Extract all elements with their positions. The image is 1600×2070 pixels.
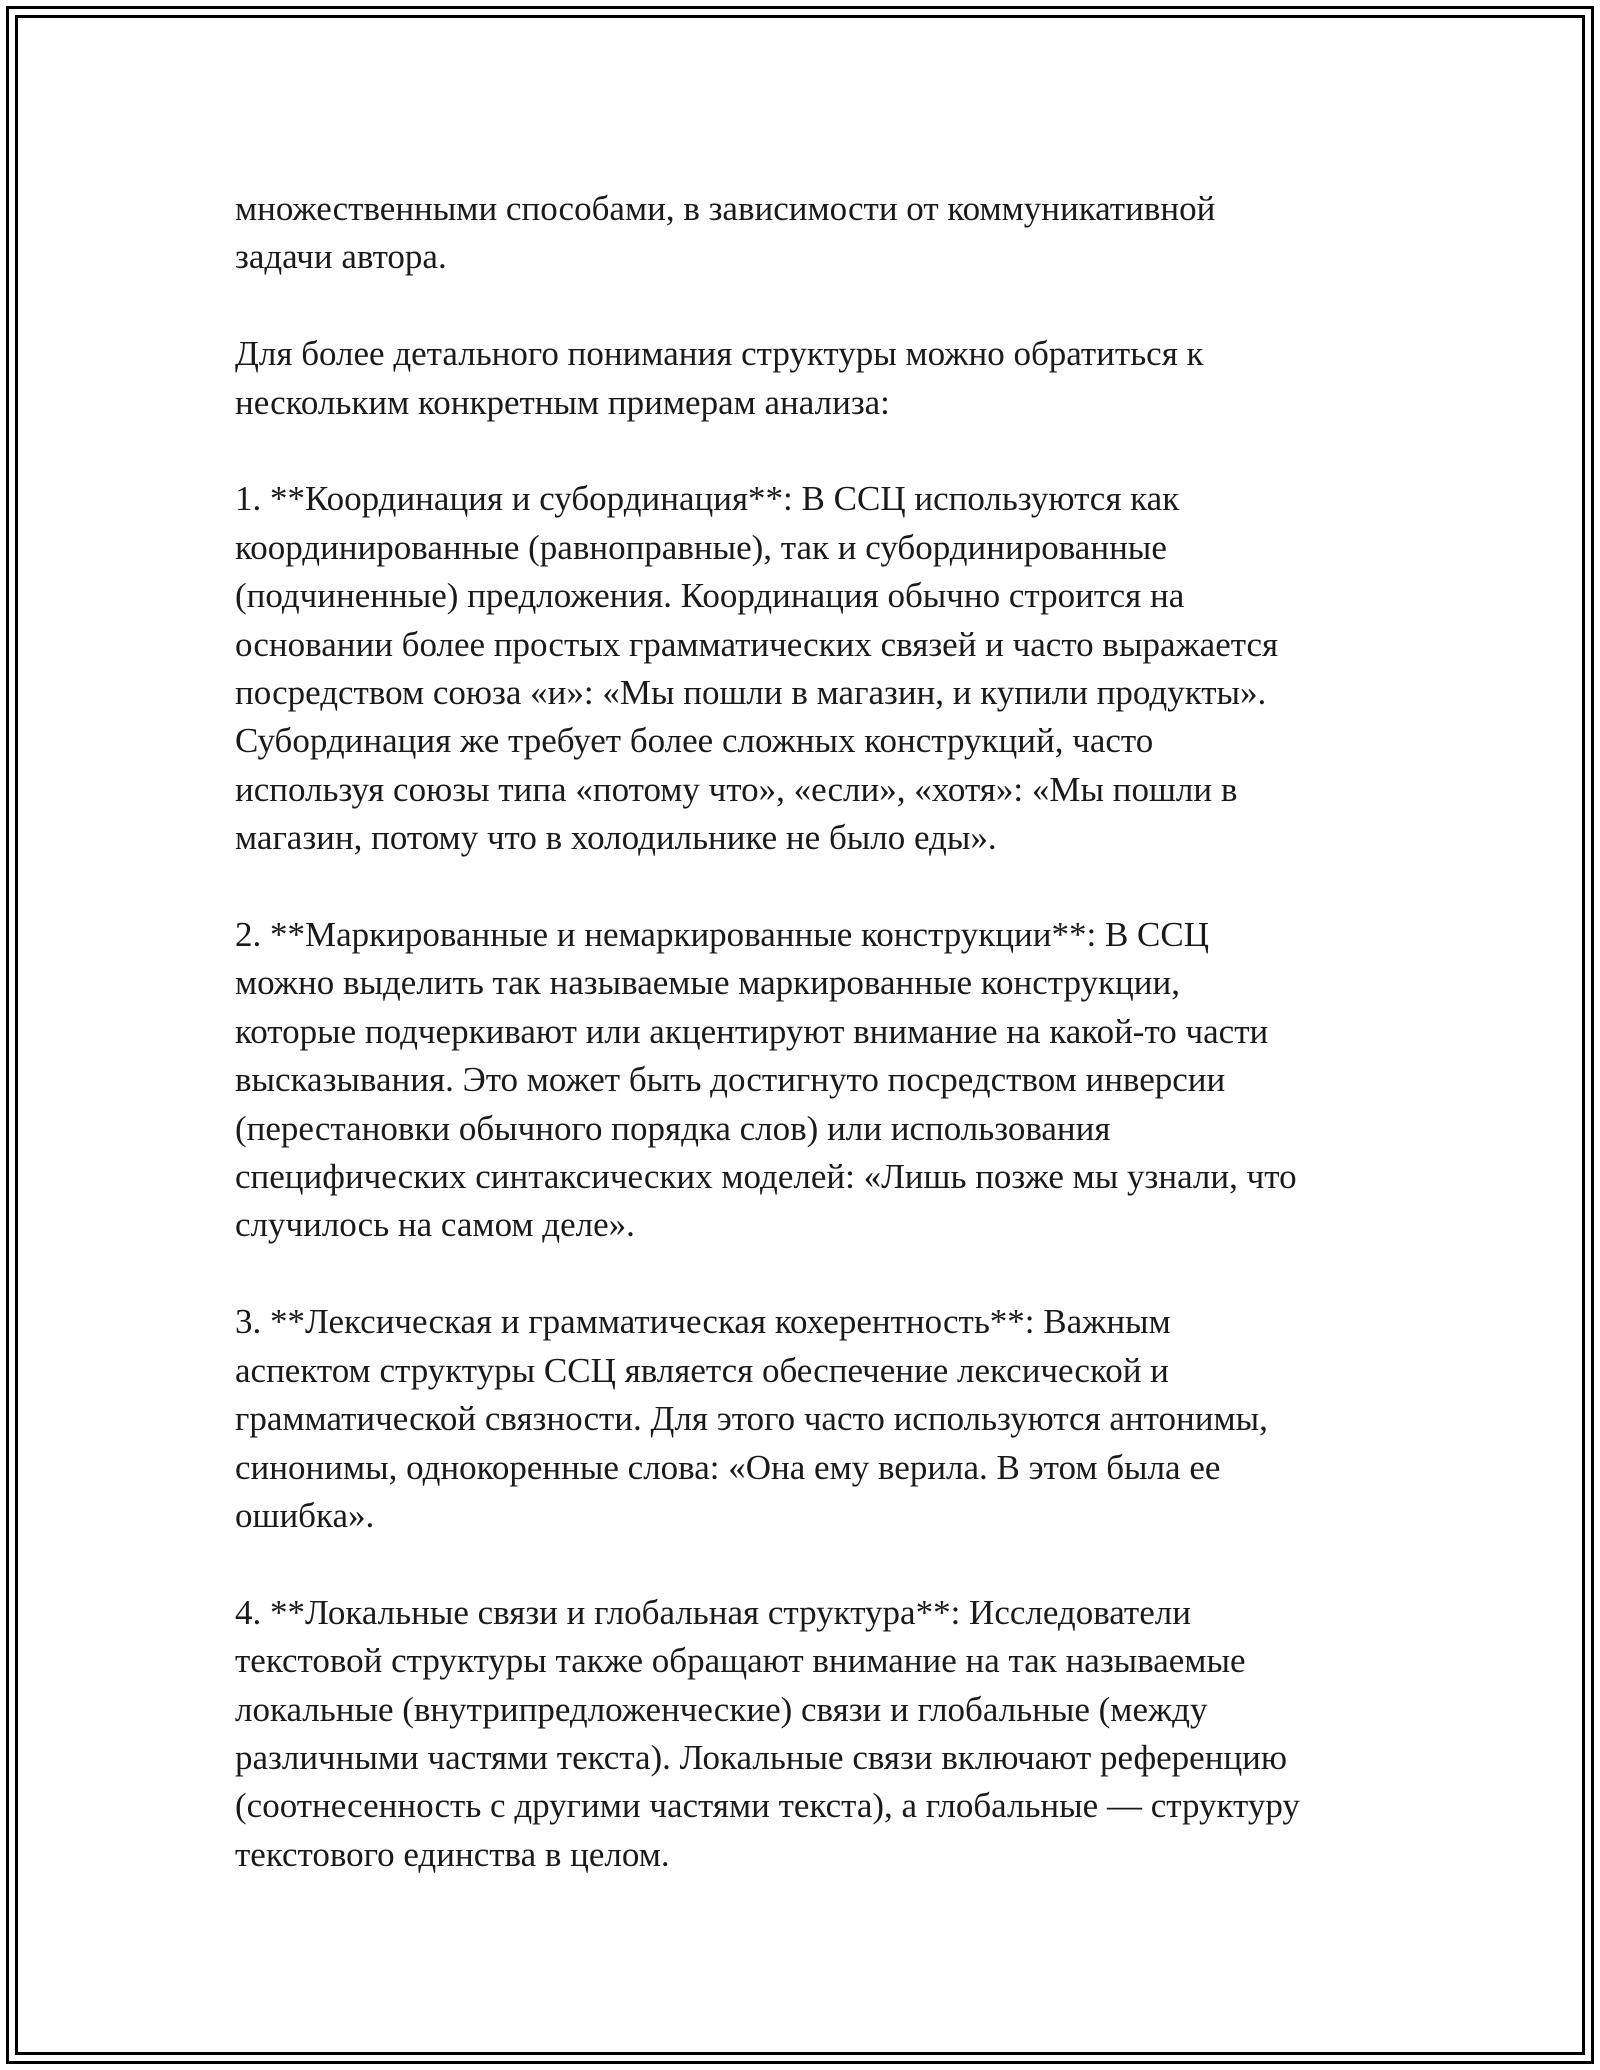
text-line: специфических синтаксических моделей: «Лишь позже мы узнали, что (235, 1157, 1297, 1197)
text-line: 4. **Локальные связи и глобальная структура**: Исследователи (235, 1592, 1191, 1632)
text-line: высказывания. Это может быть достигнуто посредством инверсии (235, 1060, 1226, 1100)
text-line: магазин, потому что в холодильнике не было еды». (235, 818, 997, 858)
text-line: синонимы, однокоренные слова: «Она ему верила. В этом была ее (235, 1447, 1221, 1487)
list-item-coordination (235, 475, 1375, 862)
list-item-marked-constructions (235, 911, 1375, 1250)
list-item-coherence (235, 1298, 1375, 1540)
text-line: используя союзы типа «потому что», «если», «хотя»: «Мы пошли в (235, 769, 1238, 809)
paragraph-examples-intro (235, 330, 1375, 427)
text-line: 1. **Координация и субординация**: В ССЦ используются как (235, 479, 1180, 519)
text-line: нескольким конкретным примерам анализа: (235, 382, 890, 422)
document-body (235, 185, 1375, 1928)
text-line: Субординация же требует более сложных конструкций, часто (235, 721, 1154, 761)
text-line: (перестановки обычного порядка слов) или использования (235, 1108, 1111, 1148)
text-line: которые подчеркивают или акцентируют внимание на какой-то части (235, 1011, 1269, 1051)
list-item-local-global (235, 1589, 1375, 1879)
text-line: текстовой структуры также обращают внимание на так называемые (235, 1641, 1246, 1681)
paragraph-intro-continuation (235, 185, 1375, 282)
text-line: Для более детального понимания структуры можно обратиться к (235, 334, 1204, 374)
text-line: множественными способами, в зависимости от коммуникативной (235, 189, 1216, 228)
text-line: задачи автора. (235, 237, 447, 277)
text-line: случилось на самом деле». (235, 1205, 635, 1245)
text-line: основании более простых грамматических связей и часто выражается (235, 624, 1279, 664)
text-line: 3. **Лексическая и грамматическая кохерентность**: Важным (235, 1302, 1171, 1342)
text-line: (соотнесенность с другими частями текста), а глобальные — структуру (235, 1786, 1300, 1826)
text-line: можно выделить так называемые маркированные конструкции, (235, 963, 1180, 1003)
text-line: грамматической связности. Для этого часто используются антонимы, (235, 1399, 1268, 1439)
text-line: локальные (внутрипредложенческие) связи и глобальные (между (235, 1689, 1208, 1729)
text-line: текстового единства в целом. (235, 1834, 670, 1874)
text-line: ошибка». (235, 1495, 375, 1535)
text-line: координированные (равноправные), так и субординированные (235, 527, 1167, 567)
text-line: 2. **Маркированные и немаркированные конструкции**: В ССЦ (235, 915, 1210, 955)
text-line: (подчиненные) предложения. Координация обычно строится на (235, 576, 1185, 616)
text-line: посредством союза «и»: «Мы пошли в магазин, и купили продукты». (235, 673, 1267, 713)
text-line: аспектом структуры ССЦ является обеспечение лексической и (235, 1350, 1169, 1390)
text-line: различными частями текста). Локальные связи включают референцию (235, 1737, 1288, 1777)
